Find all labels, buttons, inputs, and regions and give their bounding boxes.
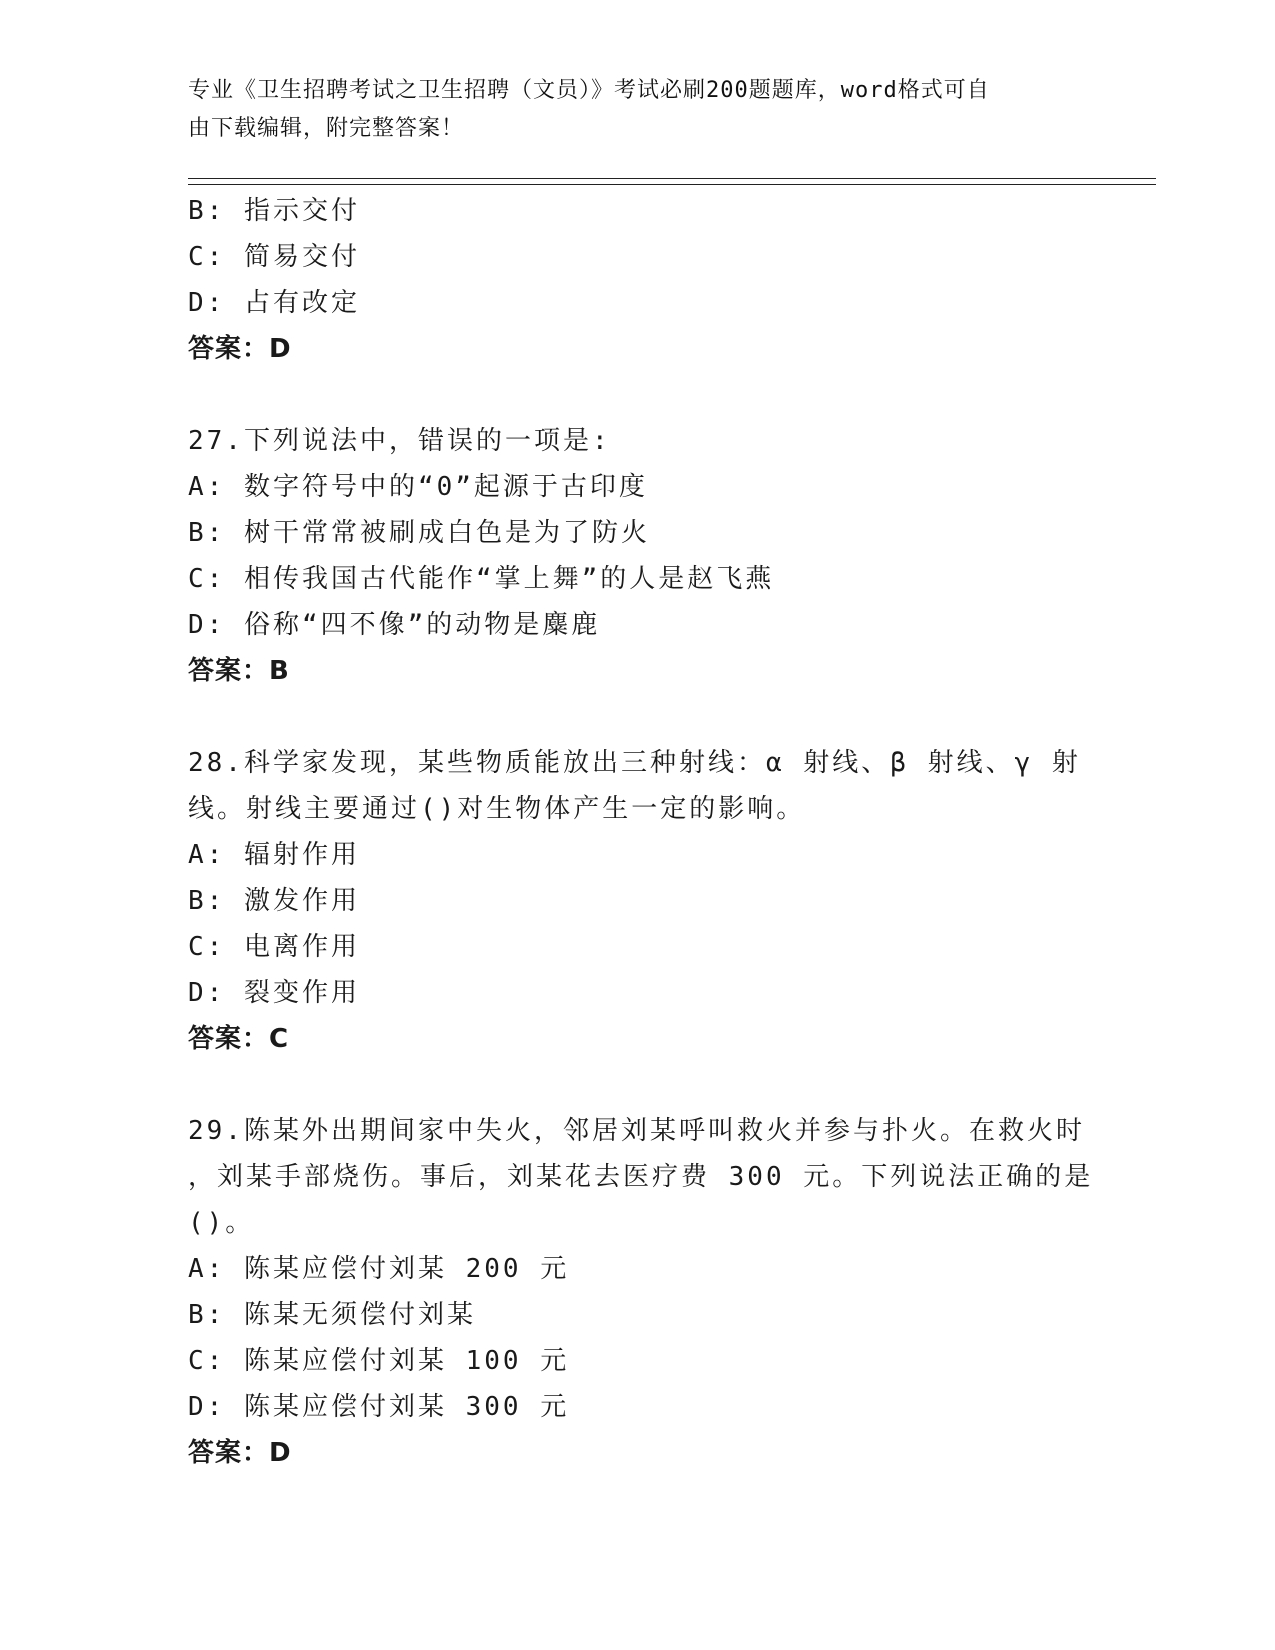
option-d: D: 占有改定 — [188, 288, 360, 318]
header-divider-bottom — [188, 184, 1156, 185]
option-b: B: 激发作用 — [188, 886, 360, 916]
spacer — [188, 372, 1088, 418]
header-divider-top — [188, 178, 1156, 179]
question-29 — [188, 1108, 1094, 1476]
answer-line: 答案：B — [188, 656, 290, 686]
question-stem-line-2: 线。射线主要通过()对生物体产生一定的影响。 — [188, 794, 806, 824]
option-d: D: 陈某应偿付刘某 300 元 — [188, 1392, 570, 1422]
option-c: C: 陈某应偿付刘某 100 元 — [188, 1346, 570, 1376]
question-stem-line-2: ，刘某手部烧伤。事后，刘某花去医疗费 300 元。下列说法正确的是 — [188, 1162, 1094, 1192]
option-b: B: 树干常常被刷成白色是为了防火 — [188, 518, 650, 548]
option-d: D: 裂变作用 — [188, 978, 360, 1008]
option-d: D: 俗称“四不像”的动物是麋鹿 — [188, 610, 601, 640]
question-27 — [188, 418, 1088, 694]
question-stem-line-3: ()。 — [188, 1208, 255, 1238]
question-26 — [188, 188, 1088, 372]
option-c: C: 电离作用 — [188, 932, 360, 962]
question-stem-line-1: 28.科学家发现，某些物质能放出三种射线：α 射线、β 射线、γ 射 — [188, 748, 1081, 778]
header-line-1: 专业《卫生招聘考试之卫生招聘（文员）》考试必刷200题题库，word格式可自 — [188, 78, 990, 103]
option-a: A: 辐射作用 — [188, 840, 360, 870]
option-c: C: 相传我国古代能作“掌上舞”的人是赵飞燕 — [188, 564, 775, 594]
spacer — [188, 1062, 1088, 1108]
question-stem: 27.下列说法中，错误的一项是: — [188, 426, 611, 456]
question-content — [188, 188, 1094, 1476]
spacer — [188, 694, 1088, 740]
option-b: B: 陈某无须偿付刘某 — [188, 1300, 476, 1330]
option-b: B: 指示交付 — [188, 196, 360, 226]
page-header — [188, 72, 1068, 148]
answer-line: 答案：D — [188, 1438, 292, 1468]
option-a: A: 数字符号中的“0”起源于古印度 — [188, 472, 648, 502]
option-a: A: 陈某应偿付刘某 200 元 — [188, 1254, 570, 1284]
answer-line: 答案：D — [188, 334, 292, 364]
question-28 — [188, 740, 1088, 1062]
option-c: C: 简易交付 — [188, 242, 360, 272]
header-line-2: 由下载编辑，附完整答案！ — [188, 116, 465, 141]
question-stem-line-1: 29.陈某外出期间家中失火，邻居刘某呼叫救火并参与扑火。在救火时 — [188, 1116, 1085, 1146]
answer-line: 答案：C — [188, 1024, 290, 1054]
